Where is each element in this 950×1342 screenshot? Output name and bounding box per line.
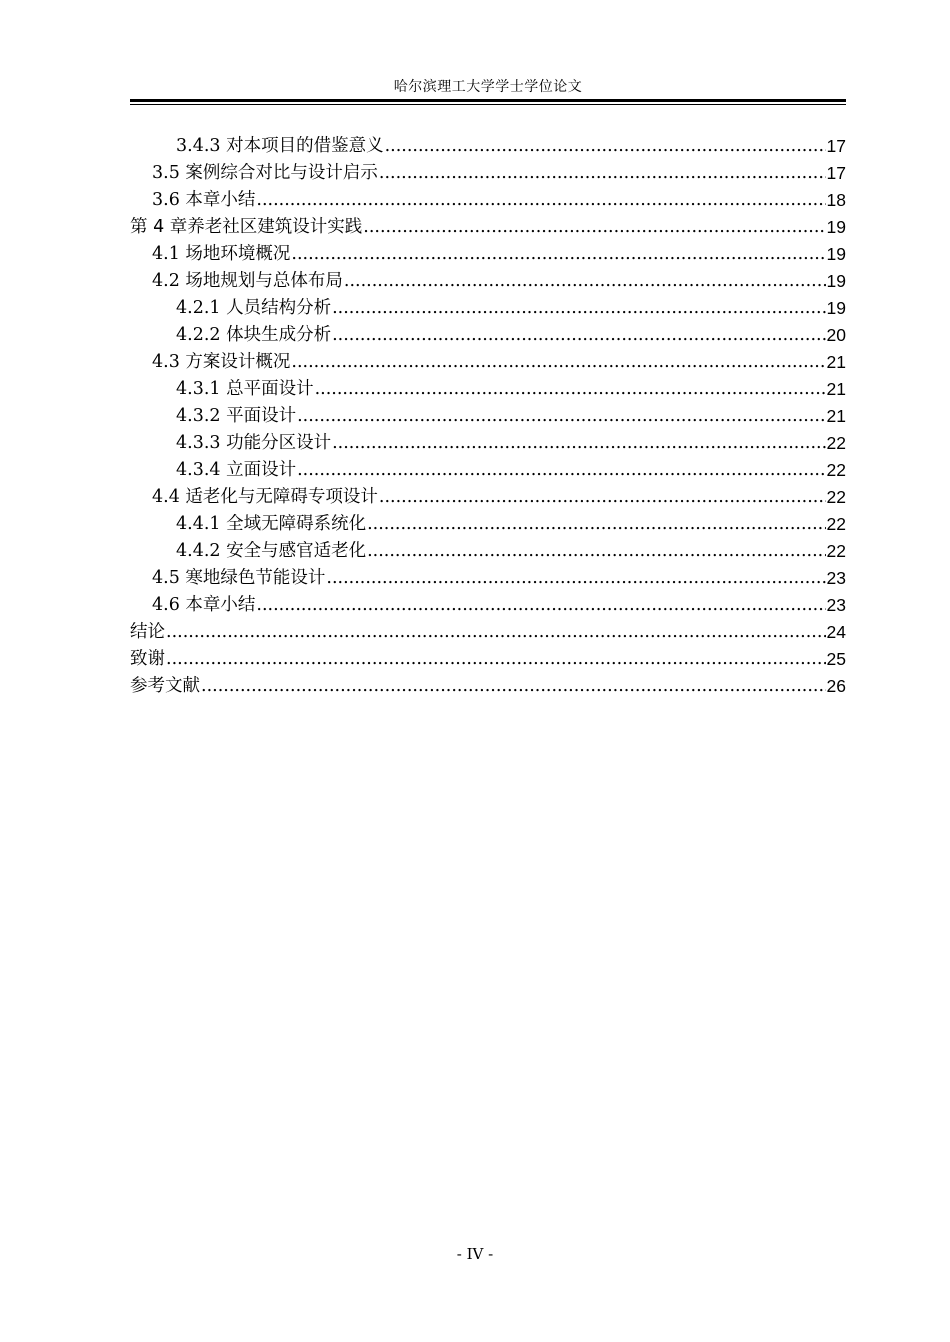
toc-entry[interactable] xyxy=(130,187,846,214)
toc-entry-page: 23 xyxy=(826,595,846,615)
page-header-title: 哈尔滨理工大学学士学位论文 xyxy=(393,79,583,95)
toc-entry-page: 19 xyxy=(826,271,846,291)
toc-entry-title: 4.3.1 总平面设计 xyxy=(176,379,314,399)
toc-entry-title: 4.4 适老化与无障碍专项设计 xyxy=(152,487,378,507)
toc-entry-page: 26 xyxy=(826,676,846,696)
toc-entry-page: 25 xyxy=(826,649,846,669)
toc-entry[interactable] xyxy=(130,619,846,646)
toc-dot-leader xyxy=(363,214,825,241)
toc-entry-page: 23 xyxy=(826,568,846,588)
toc-entry-title: 4.2.1 人员结构分析 xyxy=(176,298,332,318)
toc-entry[interactable] xyxy=(130,592,846,619)
toc-entry-title: 4.2.2 体块生成分析 xyxy=(176,325,332,345)
toc-entry-page: 19 xyxy=(826,298,846,318)
toc-entry-title: 4.4.2 安全与感官适老化 xyxy=(176,541,367,561)
toc-dot-leader xyxy=(291,349,825,376)
table-of-contents xyxy=(130,133,846,700)
toc-entry-title: 4.3.4 立面设计 xyxy=(176,460,297,480)
toc-entry-title: 结论 xyxy=(130,622,165,642)
toc-dot-leader xyxy=(385,133,826,160)
toc-entry-title: 4.3.2 平面设计 xyxy=(176,406,297,426)
toc-entry[interactable] xyxy=(130,160,846,187)
toc-dot-leader xyxy=(166,646,826,673)
toc-dot-leader xyxy=(166,619,826,646)
toc-entry[interactable] xyxy=(130,133,846,160)
toc-dot-leader xyxy=(256,187,825,214)
toc-entry-page: 22 xyxy=(826,433,846,453)
toc-entry[interactable] xyxy=(130,376,846,403)
toc-dot-leader xyxy=(344,268,826,295)
toc-entry[interactable] xyxy=(130,403,846,430)
toc-entry-title: 3.6 本章小结 xyxy=(152,190,256,210)
toc-entry-title: 4.3.3 功能分区设计 xyxy=(176,433,332,453)
toc-entry-page: 21 xyxy=(826,352,846,372)
toc-entry-page: 22 xyxy=(826,514,846,534)
toc-entry-page: 22 xyxy=(826,541,846,561)
toc-entry-page: 20 xyxy=(826,325,846,345)
toc-dot-leader xyxy=(297,403,825,430)
toc-dot-leader xyxy=(332,322,825,349)
toc-entry-page: 24 xyxy=(826,622,846,642)
toc-entry-page: 19 xyxy=(826,244,846,264)
toc-entry[interactable] xyxy=(130,349,846,376)
toc-entry-title: 4.2 场地规划与总体布局 xyxy=(152,271,343,291)
toc-entry[interactable] xyxy=(130,565,846,592)
toc-dot-leader xyxy=(367,511,825,538)
toc-entry[interactable] xyxy=(130,241,846,268)
toc-dot-leader xyxy=(291,241,825,268)
toc-entry[interactable] xyxy=(130,673,846,700)
toc-entry-page: 19 xyxy=(826,217,846,237)
page-number: - IV - xyxy=(456,1245,494,1263)
header-rule-thick xyxy=(130,99,846,102)
toc-entry[interactable] xyxy=(130,430,846,457)
toc-entry-title: 4.1 场地环境概况 xyxy=(152,244,291,264)
toc-dot-leader xyxy=(379,484,826,511)
toc-entry-title: 3.4.3 对本项目的借鉴意义 xyxy=(176,136,384,156)
toc-dot-leader xyxy=(315,376,826,403)
toc-dot-leader xyxy=(297,457,825,484)
toc-dot-leader xyxy=(256,592,825,619)
toc-entry[interactable] xyxy=(130,646,846,673)
toc-dot-leader xyxy=(379,160,826,187)
toc-entry-page: 22 xyxy=(826,460,846,480)
toc-dot-leader xyxy=(201,673,826,700)
toc-entry-title: 4.5 寒地绿色节能设计 xyxy=(152,568,326,588)
toc-entry-title: 致谢 xyxy=(130,649,165,669)
toc-dot-leader xyxy=(367,538,825,565)
toc-entry-page: 21 xyxy=(826,406,846,426)
toc-entry-title: 参考文献 xyxy=(130,676,200,696)
toc-entry-title: 4.6 本章小结 xyxy=(152,595,256,615)
toc-entry[interactable] xyxy=(130,322,846,349)
toc-entry-page: 18 xyxy=(826,190,846,210)
toc-entry[interactable] xyxy=(130,511,846,538)
toc-entry-page: 22 xyxy=(826,487,846,507)
toc-entry[interactable] xyxy=(130,538,846,565)
header-rule-thin xyxy=(130,104,846,105)
toc-entry-page: 21 xyxy=(826,379,846,399)
toc-dot-leader xyxy=(332,430,825,457)
toc-entry[interactable] xyxy=(130,295,846,322)
toc-dot-leader xyxy=(326,565,825,592)
toc-dot-leader xyxy=(332,295,825,322)
toc-entry-title: 4.4.1 全域无障碍系统化 xyxy=(176,514,367,534)
toc-entry[interactable] xyxy=(130,268,846,295)
toc-entry[interactable] xyxy=(130,214,846,241)
toc-entry-title: 3.5 案例综合对比与设计启示 xyxy=(152,163,378,183)
toc-entry-page: 17 xyxy=(826,136,846,156)
toc-entry-title: 第 4 章养老社区建筑设计实践 xyxy=(130,217,363,237)
toc-entry-title: 4.3 方案设计概况 xyxy=(152,352,291,372)
toc-entry[interactable] xyxy=(130,484,846,511)
toc-entry[interactable] xyxy=(130,457,846,484)
toc-entry-page: 17 xyxy=(826,163,846,183)
